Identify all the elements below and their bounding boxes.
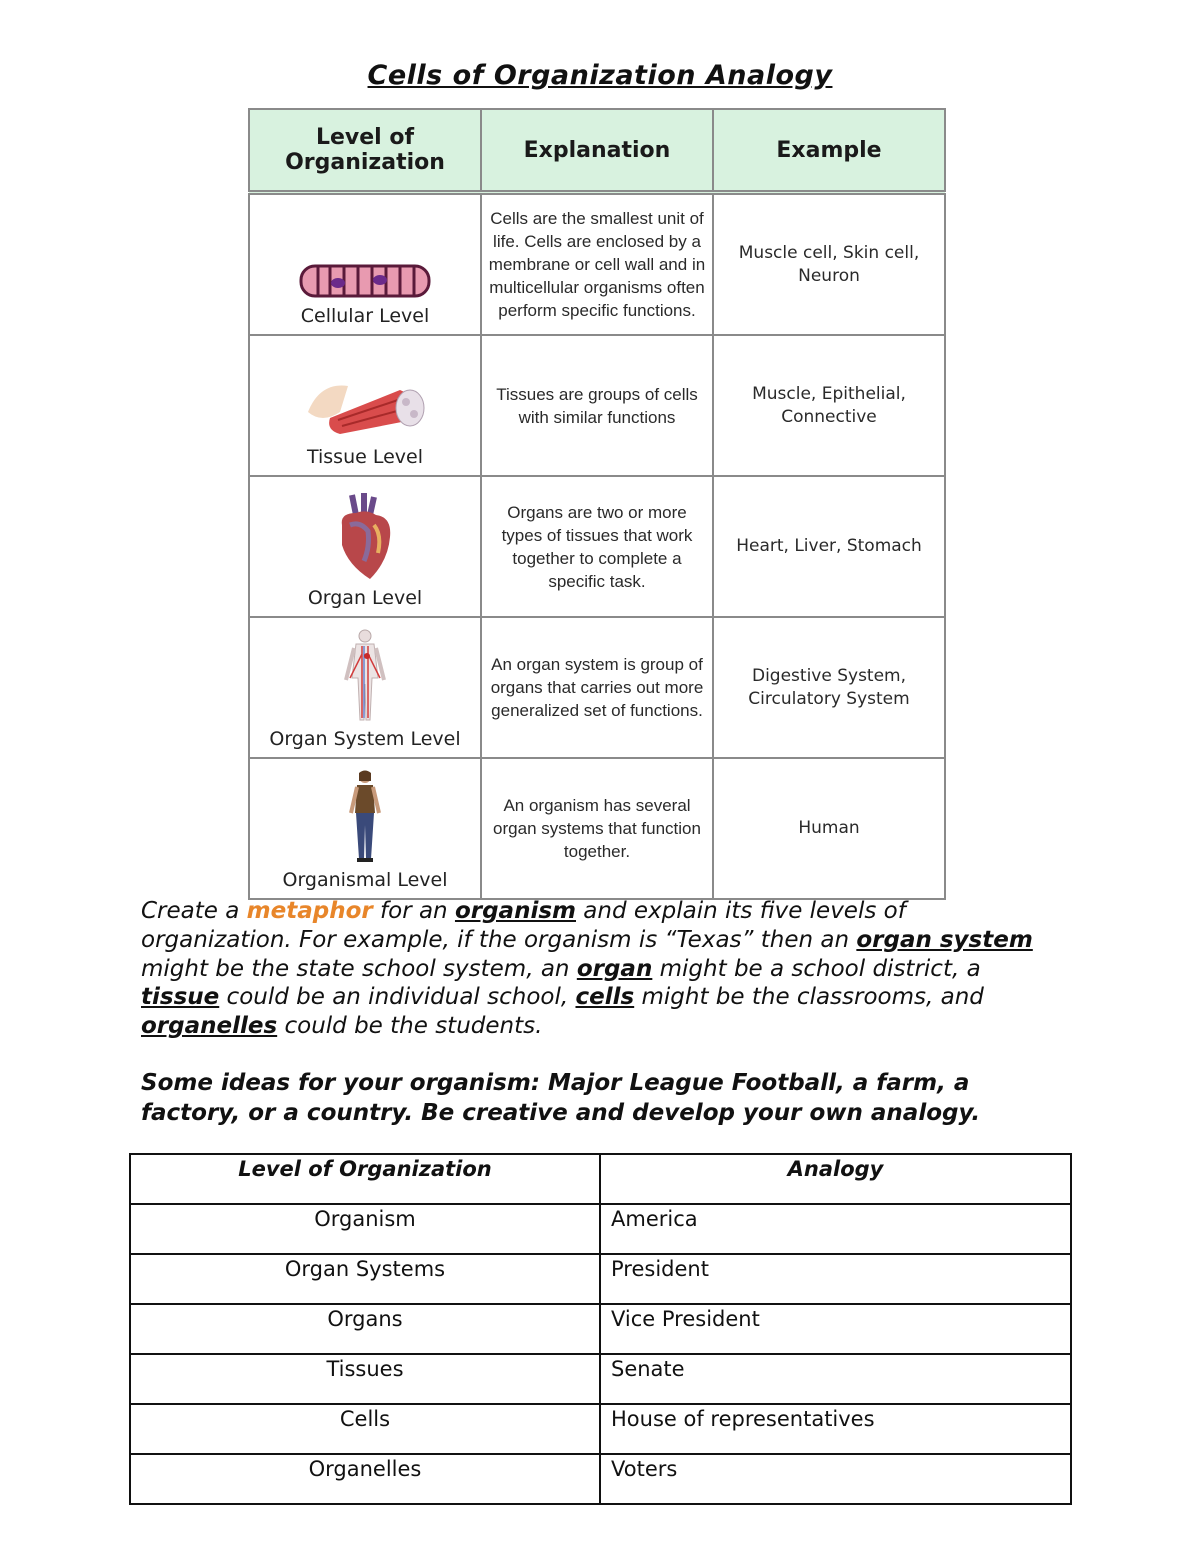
header-level-of-organization: Level of Organization [130, 1154, 600, 1204]
level-label: Organ System Level [269, 728, 461, 750]
analogy-cell[interactable]: Vice President [600, 1304, 1071, 1354]
level-cell: Organism [130, 1204, 600, 1254]
example-cell: Digestive System, Circulatory System [713, 617, 945, 758]
analogy-cell[interactable]: House of representatives [600, 1404, 1071, 1454]
level-cell [249, 335, 481, 476]
organ-system-term: organ system [856, 926, 1033, 953]
level-cell [249, 617, 481, 758]
analogy-cell[interactable]: Senate [600, 1354, 1071, 1404]
analogy-table [129, 1153, 1072, 1505]
levels-reference-table [248, 108, 946, 900]
level-label: Tissue Level [306, 446, 424, 468]
header-level: Level of Organization [249, 109, 481, 193]
level-cell: Organs [130, 1304, 600, 1354]
table-row [249, 617, 945, 758]
level-label: Organ Level [307, 587, 423, 609]
example-cell: Muscle, Epithelial, Connective [713, 335, 945, 476]
table-row [130, 1304, 1071, 1354]
text-run: and explain its five levels of organization. For example, if the organism is “Texas” then an [141, 898, 906, 953]
level-cell [249, 193, 481, 336]
ideas-paragraph: Some ideas for your organism: Major League Football, a farm, a factory, or a country. Be creative and develop your own analogy. [141, 1070, 981, 1126]
level-cell: Cells [130, 1404, 600, 1454]
human-figure-icon [345, 769, 385, 865]
table-header-row [249, 109, 945, 193]
table-row [249, 335, 945, 476]
circulatory-system-icon [340, 628, 390, 724]
text-run: might be the classrooms, and [634, 984, 984, 1011]
page-title: Cells of Organization Analogy [367, 60, 833, 91]
header-example: Example [713, 109, 945, 193]
analogy-cell[interactable]: President [600, 1254, 1071, 1304]
text-run: for an [372, 898, 455, 924]
text-run: might be a school district, a [652, 955, 981, 982]
example-cell: Muscle cell, Skin cell, Neuron [713, 193, 945, 336]
text-run: could be an individual school, [219, 984, 576, 1011]
instructions-paragraph [141, 897, 1041, 1041]
table-row [130, 1454, 1071, 1504]
table-row [249, 476, 945, 617]
metaphor-term: metaphor [246, 898, 373, 924]
analogy-cell[interactable]: Voters [600, 1454, 1071, 1504]
header-analogy: Analogy [600, 1154, 1071, 1204]
level-cell [249, 476, 481, 617]
table-header-row [130, 1154, 1071, 1204]
level-cell: Organelles [130, 1454, 600, 1504]
explanation-cell: An organ system is group of organs that carries out more generalized set of functions. [481, 617, 713, 758]
header-explanation: Explanation [481, 109, 713, 193]
explanation-cell: An organism has several organ systems that function together. [481, 758, 713, 899]
table-row [130, 1204, 1071, 1254]
level-cell: Organ Systems [130, 1254, 600, 1304]
organism-term: organism [454, 898, 576, 924]
explanation-cell: Organs are two or more types of tissues that work together to complete a specific task. [481, 476, 713, 617]
tissue-term: tissue [141, 984, 220, 1011]
heart-icon [330, 491, 400, 583]
text-run: might be the state school system, an [141, 955, 577, 982]
explanation-cell: Cells are the smallest unit of life. Cells are enclosed by a membrane or cell wall and in multicellular organisms often perform specific functions. [481, 193, 713, 336]
level-cell: Tissues [130, 1354, 600, 1404]
level-label: Cellular Level [300, 305, 430, 327]
muscle-tissue-icon [300, 372, 430, 442]
level-cell [249, 758, 481, 899]
cells-term: cells [575, 984, 635, 1011]
text-run: could be the students. [277, 1013, 543, 1040]
analogy-cell[interactable]: America [600, 1204, 1071, 1254]
explanation-cell: Tissues are groups of cells with similar functions [481, 335, 713, 476]
table-row [130, 1254, 1071, 1304]
organelles-term: organelles [141, 1013, 278, 1040]
table-row [249, 193, 945, 336]
text-run: Create a [141, 898, 247, 924]
table-row [130, 1404, 1071, 1454]
organ-term: organ [576, 955, 653, 982]
level-label: Organismal Level [282, 869, 448, 891]
table-row [249, 758, 945, 899]
example-cell: Human [713, 758, 945, 899]
example-cell: Heart, Liver, Stomach [713, 476, 945, 617]
table-row [130, 1354, 1071, 1404]
muscle-cell-icon [298, 261, 432, 301]
